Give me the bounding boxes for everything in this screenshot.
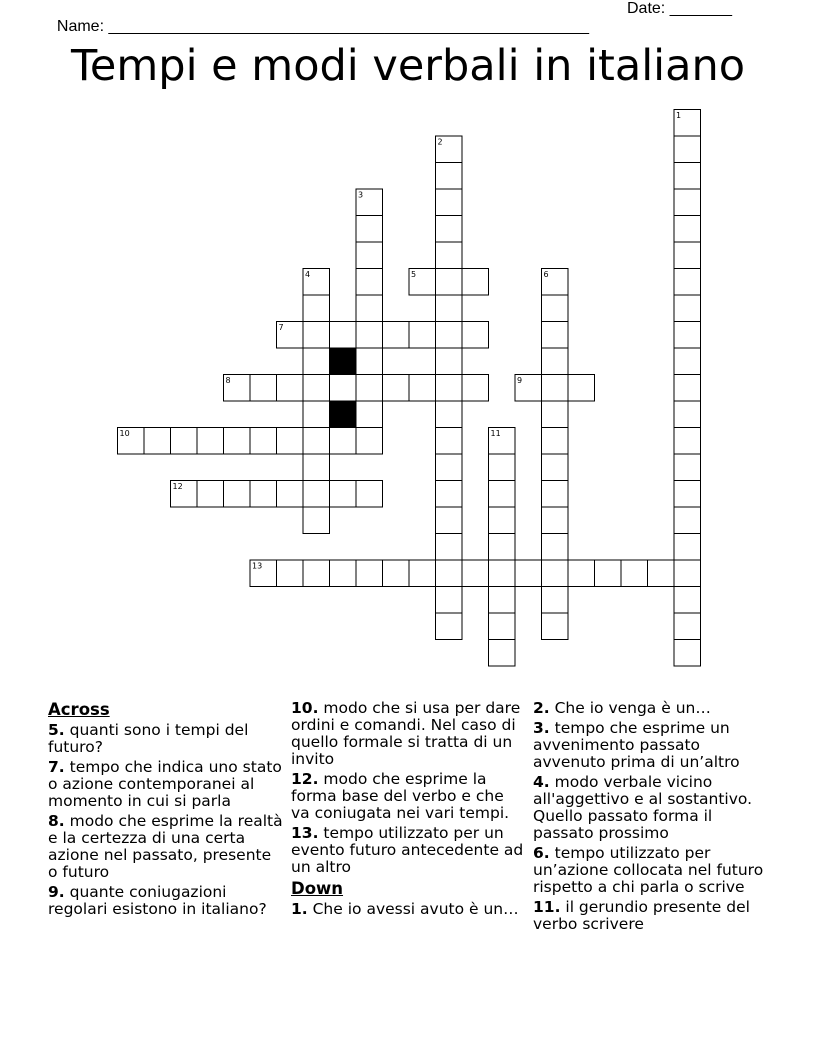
clue-text: quante coniugazioni regolari esistono in italiano? (48, 883, 267, 918)
clue-number: 1 (676, 111, 682, 120)
grid-cell[interactable] (356, 428, 383, 455)
grid-cell[interactable] (674, 322, 701, 349)
grid-cell[interactable] (409, 322, 436, 349)
grid-cell[interactable] (648, 560, 675, 587)
clue-text: modo che si usa per dare ordini e comandi. Nel caso di quello formale si tratta di un invito (291, 699, 521, 768)
clue-text: tempo che indica uno stato o azione contemporanei al momento in cui si parla (48, 758, 282, 810)
grid-cell[interactable] (144, 428, 171, 455)
clue-number: 13. (291, 824, 319, 842)
grid-cell[interactable] (330, 375, 357, 402)
grid-cell[interactable] (489, 587, 516, 614)
black-cell (330, 348, 357, 375)
clue-item (291, 700, 527, 768)
clue-item (48, 722, 284, 756)
grid-cell[interactable] (489, 481, 516, 508)
grid-cell[interactable] (436, 189, 463, 216)
clue-item (533, 774, 773, 842)
clue-number: 8 (225, 376, 231, 385)
grid-cell[interactable] (303, 295, 330, 322)
grid-cell[interactable] (409, 560, 436, 587)
grid-cell[interactable] (250, 428, 277, 455)
grid-cell[interactable] (356, 242, 383, 269)
clue-text: modo che esprime la forma base del verbo e che va coniugata nei vari tempi. (291, 770, 510, 822)
grid-cell[interactable] (621, 560, 648, 587)
clue-number: 12. (291, 770, 319, 788)
grid-cell[interactable] (277, 481, 304, 508)
grid-cell[interactable] (303, 322, 330, 349)
grid-cell[interactable] (489, 560, 516, 587)
clue-text: quanti sono i tempi del futuro? (48, 721, 249, 756)
grid-cell[interactable] (542, 507, 569, 534)
clue-number: 5 (411, 270, 417, 279)
grid-cell[interactable] (250, 375, 277, 402)
grid-cell[interactable] (568, 560, 595, 587)
clue-number: 10 (119, 429, 130, 438)
clue-number: 8. (48, 812, 65, 830)
grid-cell[interactable] (197, 481, 224, 508)
grid-cell[interactable] (409, 375, 436, 402)
clue-number: 13 (252, 561, 263, 571)
grid-cell[interactable] (436, 348, 463, 375)
grid-cell[interactable] (489, 534, 516, 561)
grid-cell[interactable] (277, 560, 304, 587)
clue-item (533, 899, 773, 933)
grid-cell[interactable] (595, 560, 622, 587)
grid-cell[interactable] (542, 428, 569, 455)
grid-cell[interactable] (436, 375, 463, 402)
clue-number: 3 (358, 190, 364, 200)
grid-cell[interactable] (674, 507, 701, 534)
grid-cell[interactable] (674, 401, 701, 428)
grid-cell[interactable] (674, 613, 701, 640)
clue-item (291, 901, 527, 918)
grid-cell[interactable] (356, 322, 383, 349)
clue-number: 5. (48, 721, 65, 739)
grid-cell[interactable] (674, 640, 701, 667)
clue-item (48, 813, 284, 881)
clue-number: 10. (291, 699, 319, 717)
clue-number: 4. (533, 773, 550, 791)
grid-cell[interactable] (489, 613, 516, 640)
grid-cell[interactable] (436, 322, 463, 349)
grid-cell[interactable] (224, 481, 251, 508)
grid-cell[interactable] (277, 375, 304, 402)
grid-cell[interactable] (489, 507, 516, 534)
clue-number: 2. (533, 699, 550, 717)
grid-cell[interactable] (568, 375, 595, 402)
date-field[interactable]: Date: _______ (627, 0, 732, 17)
grid-cell[interactable] (542, 375, 569, 402)
grid-cell[interactable] (303, 375, 330, 402)
clue-text: tempo utilizzato per un evento futuro antecedente ad un altro (291, 824, 524, 876)
grid-cell[interactable] (462, 560, 489, 587)
grid-cell[interactable] (250, 481, 277, 508)
grid-cell[interactable] (674, 189, 701, 216)
grid-cell[interactable] (356, 295, 383, 322)
grid-cell[interactable] (383, 375, 410, 402)
clue-number: 2 (437, 137, 443, 147)
grid-cell[interactable] (330, 322, 357, 349)
grid-cell[interactable] (436, 587, 463, 614)
grid-cell[interactable] (224, 428, 251, 455)
clue-text: modo che esprime la realtà e la certezza di una certa azione nel passato, presente o futuro (48, 812, 283, 881)
grid-cell[interactable] (674, 216, 701, 243)
grid-cell[interactable] (356, 216, 383, 243)
grid-cell[interactable] (674, 136, 701, 163)
grid-cell[interactable] (436, 242, 463, 269)
grid-cell[interactable] (674, 375, 701, 402)
clue-number: 6 (543, 270, 549, 279)
grid-cell[interactable] (515, 560, 542, 587)
grid-cell[interactable] (674, 481, 701, 508)
clue-text: tempo utilizzato per un’azione collocata nel futuro rispetto a chi parla o scrive (533, 844, 764, 896)
grid-cell[interactable] (542, 587, 569, 614)
grid-cell[interactable] (303, 454, 330, 481)
grid-cell[interactable] (330, 560, 357, 587)
clue-column-3 (533, 700, 773, 936)
grid-cell[interactable] (674, 534, 701, 561)
clue-number: 9 (517, 376, 523, 385)
clue-column-2 (291, 700, 527, 921)
black-cell (330, 401, 357, 428)
grid-cell[interactable] (277, 428, 304, 455)
clue-text: tempo che esprime un avvenimento passato avvenuto prima di un’altro (533, 719, 740, 771)
grid-cell[interactable] (356, 375, 383, 402)
down-heading: Down (291, 879, 344, 898)
grid-cell[interactable] (436, 613, 463, 640)
grid-cell[interactable] (436, 163, 463, 190)
grid-cell[interactable] (436, 401, 463, 428)
clue-column-1 (48, 700, 284, 921)
grid-cell[interactable] (436, 454, 463, 481)
clue-number: 1. (291, 900, 308, 918)
grid-cell[interactable] (489, 640, 516, 667)
grid-cell[interactable] (674, 587, 701, 614)
grid-cell[interactable] (356, 560, 383, 587)
grid-cell[interactable] (436, 269, 463, 296)
grid-cell[interactable] (489, 454, 516, 481)
grid-cell[interactable] (436, 534, 463, 561)
clue-item (291, 771, 527, 822)
clue-number: 4 (305, 270, 311, 279)
grid-cell[interactable] (303, 428, 330, 455)
grid-cell[interactable] (674, 269, 701, 296)
grid-cell[interactable] (674, 348, 701, 375)
clue-number: 11 (490, 429, 501, 438)
grid-cell[interactable] (542, 348, 569, 375)
clue-number: 9. (48, 883, 65, 901)
grid-cell[interactable] (462, 269, 489, 296)
grid-cell[interactable] (383, 322, 410, 349)
grid-cell[interactable] (674, 454, 701, 481)
clue-item (48, 884, 284, 918)
grid-cell[interactable] (674, 560, 701, 587)
grid-cell[interactable] (542, 481, 569, 508)
grid-cell[interactable] (436, 560, 463, 587)
across-heading: Across (48, 700, 110, 719)
name-field[interactable]: Name: ______________________________________________________ (56, 18, 589, 35)
grid-cell[interactable] (542, 295, 569, 322)
grid-cell[interactable] (462, 375, 489, 402)
clue-text: il gerundio presente del verbo scrivere (533, 898, 750, 933)
clue-text: Che io venga è un… (549, 699, 711, 717)
grid-cell[interactable] (542, 613, 569, 640)
clue-number: 7. (48, 758, 65, 776)
grid-cell[interactable] (542, 454, 569, 481)
grid-cell[interactable] (356, 481, 383, 508)
grid-cell[interactable] (303, 560, 330, 587)
grid-cell[interactable] (436, 295, 463, 322)
grid-cell[interactable] (542, 322, 569, 349)
grid-cell[interactable] (303, 401, 330, 428)
grid-cell[interactable] (303, 348, 330, 375)
grid-cell[interactable] (197, 428, 224, 455)
grid-cell[interactable] (674, 295, 701, 322)
grid-cell[interactable] (356, 401, 383, 428)
clue-number: 7 (278, 323, 284, 332)
grid-cell[interactable] (674, 242, 701, 269)
clue-number: 12 (172, 482, 183, 491)
grid-cell[interactable] (542, 560, 569, 587)
clue-text: modo verbale vicino all'aggettivo e al sostantivo. Quello passato forma il passato prossimo (533, 773, 753, 842)
grid-cell[interactable] (356, 348, 383, 375)
grid-cell[interactable] (436, 428, 463, 455)
grid-cell[interactable] (436, 507, 463, 534)
clue-item (533, 845, 773, 896)
grid-cell[interactable] (303, 507, 330, 534)
grid-cell[interactable] (674, 163, 701, 190)
grid-cell[interactable] (171, 428, 198, 455)
grid-cell[interactable] (542, 401, 569, 428)
clue-item (533, 720, 773, 771)
grid-cell[interactable] (356, 269, 383, 296)
page-title: Tempi e modi verbali in italiano (70, 41, 746, 91)
grid-cell[interactable] (330, 481, 357, 508)
grid-cell[interactable] (303, 481, 330, 508)
grid-cell[interactable] (542, 534, 569, 561)
grid-cell[interactable] (330, 428, 357, 455)
grid-cell[interactable] (462, 322, 489, 349)
clue-text: Che io avessi avuto è un… (307, 900, 519, 918)
grid-cell[interactable] (674, 428, 701, 455)
grid-cell[interactable] (436, 481, 463, 508)
clue-item (291, 825, 527, 876)
grid-cell[interactable] (436, 216, 463, 243)
clue-number: 6. (533, 844, 550, 862)
clue-number: 11. (533, 898, 561, 916)
clue-item (533, 700, 773, 717)
clue-number: 3. (533, 719, 550, 737)
clue-item (48, 759, 284, 810)
grid-cell[interactable] (383, 560, 410, 587)
